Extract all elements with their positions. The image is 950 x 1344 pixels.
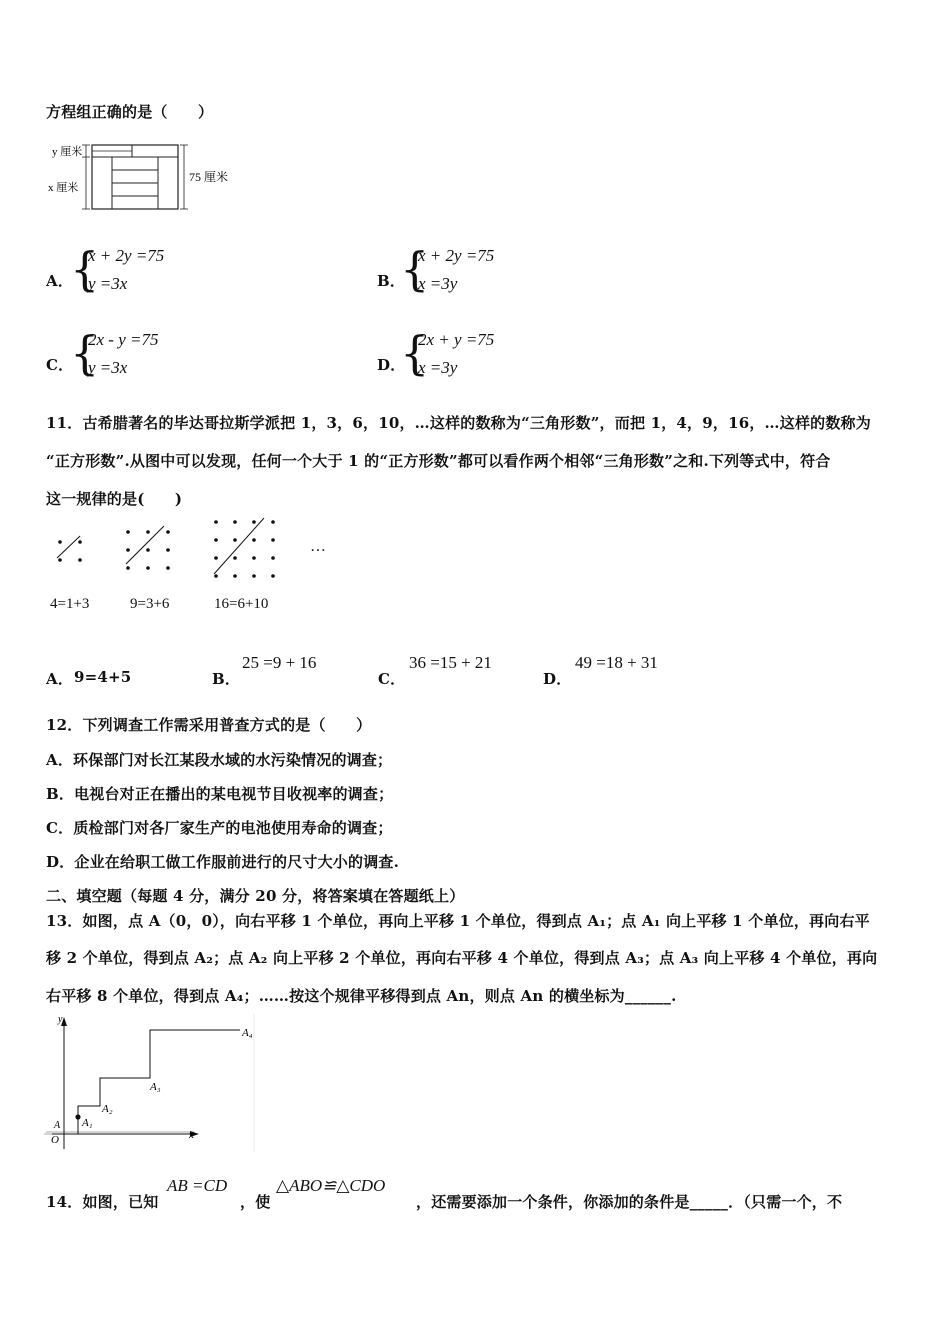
q11-option-b-text: 25 =9 + 16 (242, 653, 317, 672)
section-2-heading: 二、填空题（每题 4 分，满分 20 分，将答案填在答题纸上） (46, 887, 465, 905)
q13-line2: 移 2 个单位，得到点 A₂；点 A₂ 向上平移 2 个单位，再向右平移 4 个单位，得到点 A₃；点 A₃ 向上平移 4 个单位，再向 (46, 949, 878, 967)
q14-suffix: ，还需要添加一个条件，你添加的条件是_____．（只需一个，不 (416, 1193, 843, 1211)
q10-option-b-eq1: x + 2y =75 (418, 246, 495, 265)
q13-y-label: y (58, 1014, 63, 1025)
q13-point-a3-label: A₃ (150, 1081, 161, 1093)
q13-point-a1-label: A₁ (82, 1117, 93, 1129)
q13-point-a1 (75, 1114, 80, 1119)
dots-2x2 (57, 536, 82, 562)
q13-point-a4-label: A₄ (242, 1027, 253, 1039)
q10-option-c-brace: { (70, 326, 100, 380)
q12-option-b: B．电视台对正在播出的某电视节目收视率的调查； (46, 785, 394, 803)
q13-point-a2-label: A₂ (102, 1103, 113, 1115)
q11-caption-2: 9=3+6 (130, 596, 170, 612)
dots-4x4 (214, 518, 275, 578)
q10-option-b-letter: B． (377, 272, 406, 290)
q12-option-d: D．企业在给职工做工作服前进行的尺寸大小的调查. (46, 853, 400, 871)
q13-staircase-graph (44, 1014, 264, 1154)
q10-option-a-eq1: x + 2y =75 (88, 246, 165, 265)
q10-option-d-brace: { (400, 326, 430, 380)
q13-line1: 13．如图，点 A（0，0），向右平移 1 个单位，再向上平移 1 个单位，得到点 A₁；点 A₁ 向上平移 1 个单位，再向右平 (46, 912, 870, 930)
q11-option-c-letter: C． (378, 670, 406, 688)
q14-middle: ，使 (240, 1193, 271, 1211)
dots-3x3 (126, 526, 170, 570)
q10-x-label: x 厘米 (48, 182, 79, 194)
q10-option-d-letter: D． (377, 356, 406, 374)
q10-y-label: y 厘米 (52, 146, 83, 158)
q11-line3: 这一规律的是( ) (46, 490, 183, 508)
q10-option-d-eq2: x =3y (418, 358, 458, 377)
q11-line2: “正方形数”.从图中可以发现，任何一个大于 1 的“正方形数”都可以看作两个相邻“三角形数”之和.下列等式中，符合 (46, 452, 831, 470)
q13-origin-label: O (51, 1134, 59, 1146)
q11-ellipsis: … (310, 538, 326, 555)
q11-option-a-text: 9=4+5 (74, 668, 132, 686)
q10-option-d-eq1: 2x + y =75 (418, 330, 495, 349)
q13-line3: 右平移 8 个单位，得到点 A₄；……按这个规律平移得到点 An，则点 An 的横坐标为______. (46, 987, 677, 1005)
q11-option-d-letter: D． (543, 670, 572, 688)
q14-math-ab-cd: AB =CD (167, 1176, 228, 1195)
q10-total-label: 75 厘米 (189, 170, 229, 184)
q11-caption-1: 4=1+3 (50, 596, 90, 612)
q14-prefix: 14．如图，已知 (46, 1193, 159, 1211)
q11-option-d-text: 49 =18 + 31 (575, 653, 658, 672)
q11-option-b-letter: B． (212, 670, 241, 688)
q14-math-congruence: △ABO≌△CDO (276, 1176, 386, 1195)
q11-line1: 11．古希腊著名的毕达哥拉斯学派把 1，3，6，10，…这样的数称为“三角形数”，而把 1，4，9，16，…这样的数称为 (46, 414, 871, 432)
q13-point-a-label: A (54, 1120, 61, 1131)
q12-option-c: C．质检部门对各厂家生产的电池使用寿命的调查； (46, 819, 393, 837)
q12-stem: 12．下列调查工作需采用普查方式的是（ ） (46, 716, 372, 734)
q10-stem-tail: 方程组正确的是（ ） (46, 103, 214, 121)
q10-option-b-brace: { (400, 242, 430, 296)
q10-option-b-eq2: x =3y (418, 274, 458, 293)
q10-rectangle-figure (44, 133, 244, 215)
q11-option-c-text: 36 =15 + 21 (409, 653, 492, 672)
q10-option-a-brace: { (70, 242, 100, 296)
q11-option-a-letter: A． (46, 670, 74, 688)
q10-option-a-eq2: y =3x (88, 274, 128, 293)
q11-caption-3: 16=6+10 (214, 596, 269, 612)
q10-option-a-letter: A． (46, 272, 74, 290)
q10-option-c-letter: C． (46, 356, 74, 374)
q10-option-c-eq1: 2x - y =75 (88, 330, 159, 349)
q11-dot-figures (44, 512, 344, 588)
q12-option-a: A．环保部门对长江某段水域的水污染情况的调查； (46, 751, 393, 769)
q10-option-c-eq2: y =3x (88, 358, 128, 377)
q13-x-label: x (189, 1129, 194, 1141)
